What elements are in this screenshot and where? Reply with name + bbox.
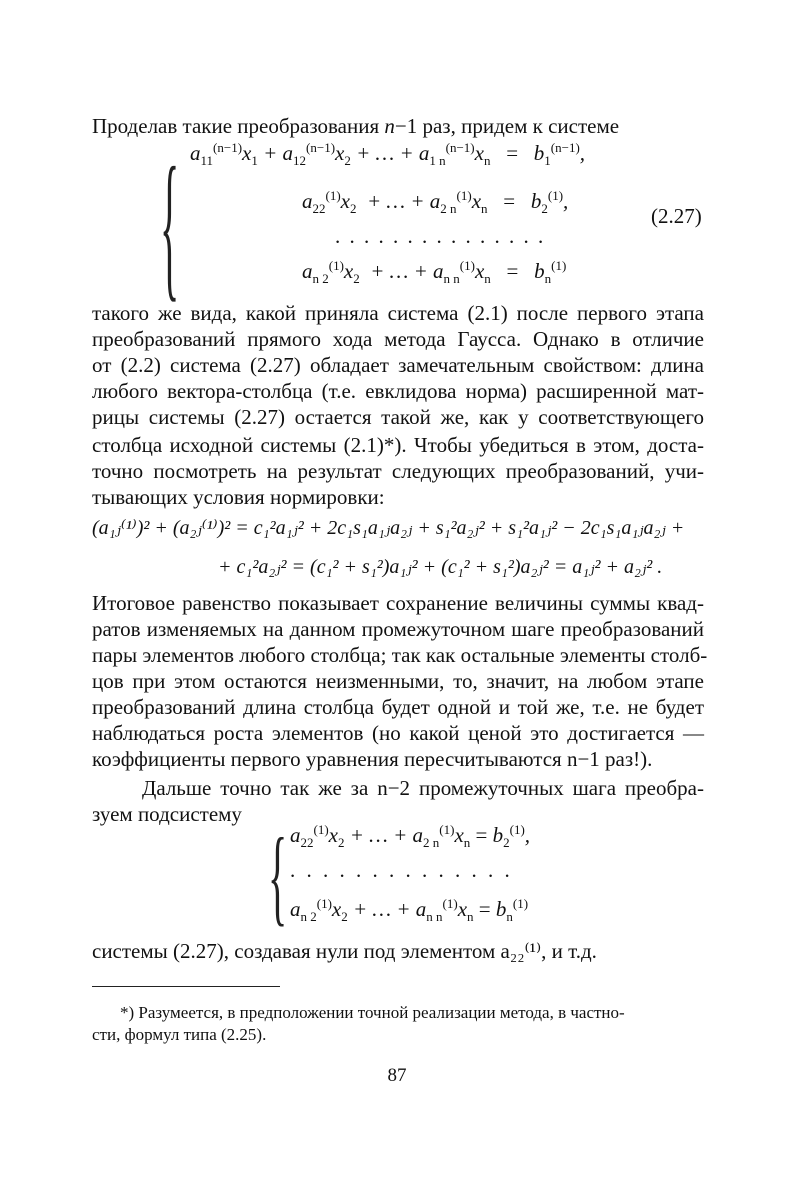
p3-line-2: зуем подсистему <box>92 802 242 826</box>
intro-text: Проделав такие преобразования n−1 раз, придем к системе <box>92 114 620 138</box>
system1-row4: $a_{n 2}^{(1)}x_2$ + … + $a_{n n}^{(1)}x_n = b_n^{(1)}$ <box>302 258 567 286</box>
system2-row2: . . . . . . . . . . . . . . <box>290 858 513 882</box>
p1-line-8: тывающих условия нормировки: <box>92 485 385 509</box>
footnote-line-1: *) Разумеется, в предположении точной реализации метода, в частно- <box>120 1003 625 1022</box>
left-brace-2: { <box>268 814 288 937</box>
p2-line-2: ратов изменяемых на данном промежуточном шаге преобразований <box>92 617 704 641</box>
p2-line-5: преобразований длина столбца будет одной и той же, т.е. не будет <box>92 695 704 719</box>
system2-row3: $a_{n 2}^{(1)}x_2$ + … + $a_{n n}^{(1)}x_n = b_n^{(1)}$ <box>290 896 529 924</box>
system1-row3: . . . . . . . . . . . . . . . <box>335 224 546 248</box>
system2-row1: $a_{22}^{(1)}x_2$ + … + $a_{2 n}^{(1)}x_n = b_2^{(1)}$, <box>290 822 531 850</box>
equation-number: (2.27) <box>651 204 702 228</box>
p2-line-6: наблюдаться роста элементов (но какой ценой это достигается — <box>92 721 704 745</box>
p1-line-3: от (2.2) система (2.27) обладает замечательным свойством: длина <box>92 353 704 377</box>
p1-line-4: любого вектора-столбца (т.е. евклидова норма) расширенной мат- <box>92 379 704 403</box>
closing-line: системы (2.27), создавая нули под элементом a₂₂⁽¹⁾, и т.д. <box>92 939 597 963</box>
system1-row2: $a_{22}^{(1)}x_2$ + … + $a_{2 n}^{(1)}x_n = b_2^{(1)}$, <box>302 188 569 216</box>
p2-line-3: пары элементов любого столбца; так как остальные элементы столб- <box>92 643 708 667</box>
p1-line-5: рицы системы (2.27) остается такой же, как у соответствующего <box>92 405 704 429</box>
p1-line-7: точно посмотреть на результат следующих преобразований, учи- <box>92 459 704 483</box>
p2-line-7: коэффициенты первого уравнения пересчитываются n−1 раз!). <box>92 747 653 771</box>
p2-line-4: цов при этом остаются неизменными, то, значит, на любом этапе <box>92 669 704 693</box>
p1-line-2: преобразований прямого хода метода Гаусса. Однако в отличие <box>92 327 704 351</box>
system1-row1: $a_{11}^{(n-1)}x_1 + a_{12}^{(n-1)}x_2$ + … + $a_{1 n}^{(n-1)}x_n = b_1^{(n-1)}$, <box>190 140 586 168</box>
p1-line-6: столбца исходной системы (2.1)*). Чтобы убедиться в этом, доста- <box>92 433 704 457</box>
p3-line-1: Дальше точно так же за n−2 промежуточных шага преобра- <box>142 776 704 800</box>
left-brace: { <box>160 132 180 317</box>
formula-line-2: + c₁²a₂ⱼ² = (c₁² + s₁²)a₁ⱼ² + (c₁² + s₁²)a₂ⱼ² = a₁ⱼ² + a₂ⱼ² . <box>218 556 663 578</box>
page-number: 87 <box>387 1065 407 1086</box>
footnote-rule <box>92 986 280 987</box>
footnote-line-2: сти, формул типа (2.25). <box>92 1025 267 1044</box>
p2-line-1: Итоговое равенство показывает сохранение величины суммы квад- <box>92 591 704 615</box>
p1-line-1: такого же вида, какой приняла система (2.1) после первого этапа <box>92 301 704 325</box>
formula-line-1: (a₁ⱼ⁽¹⁾)² + (a₂ⱼ⁽¹⁾)² = c₁²a₁ⱼ² + 2c₁s₁a₁ⱼa₂ⱼ + s₁²a₂ⱼ² + s₁²a₁ⱼ² − 2c₁s₁a₁ⱼa₂ⱼ + <box>92 517 685 539</box>
